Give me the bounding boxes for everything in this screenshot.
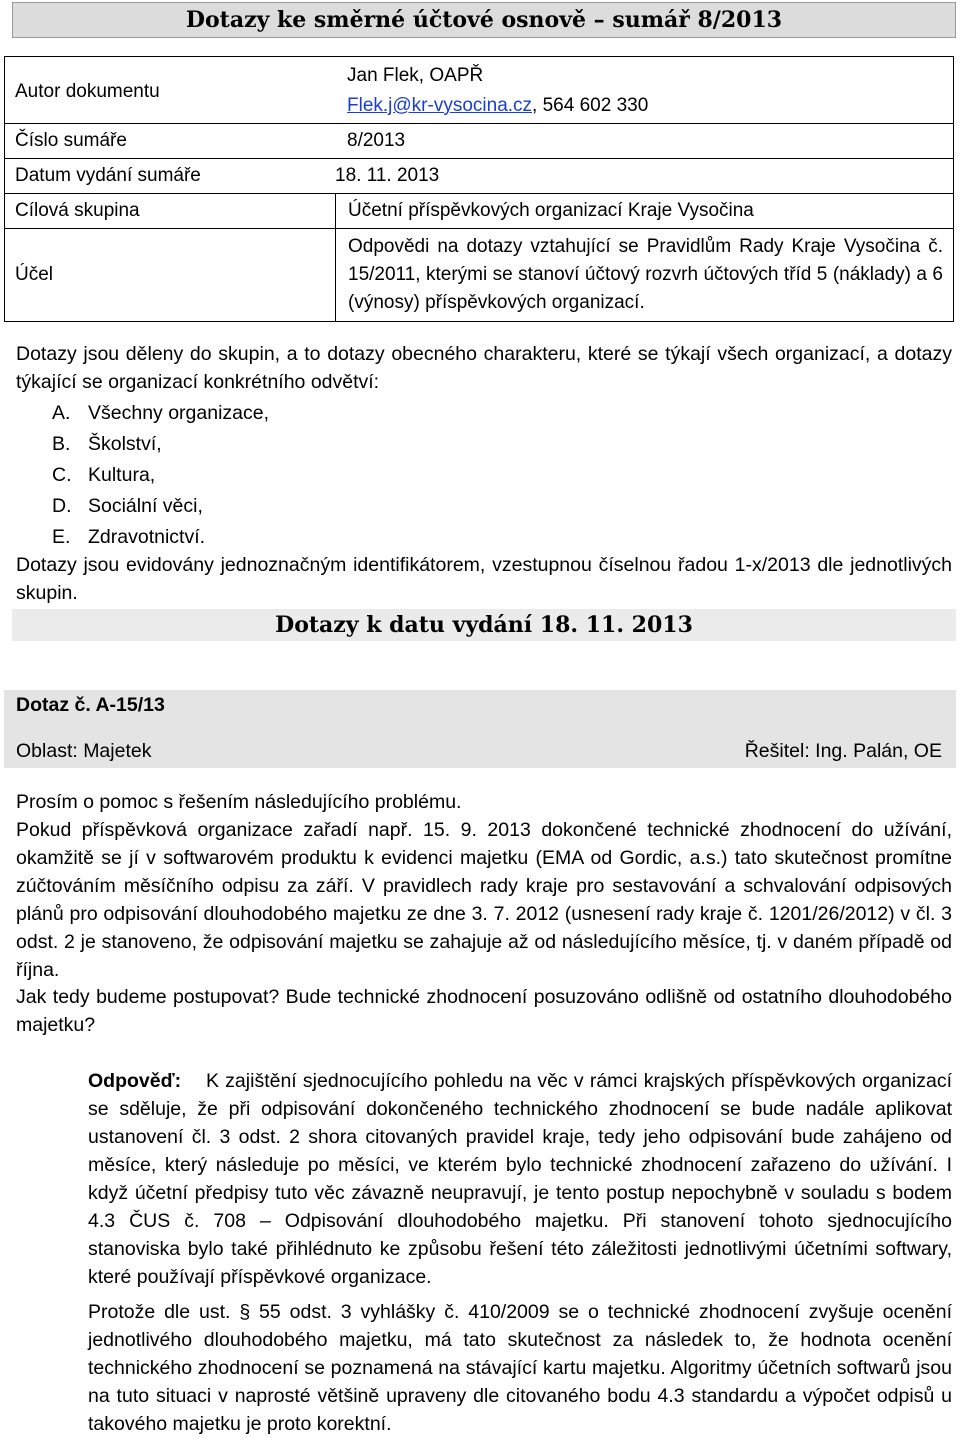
- group-item: [52, 522, 269, 553]
- query-header: [4, 690, 956, 768]
- group-letter: D.: [52, 495, 72, 517]
- group-label: Školství,: [88, 433, 162, 455]
- group-letter: A.: [52, 402, 71, 424]
- group-item: [52, 491, 269, 522]
- numbering-note: Dotazy jsou evidovány jednoznačným identifikátorem, vzestupnou číselnou řadou 1-x/2013 dle jednotlivých skupin.: [16, 554, 952, 604]
- group-letter: B.: [52, 433, 71, 455]
- query-solver: Řešitel: Ing. Palán, OE: [744, 740, 942, 762]
- number-row: [5, 124, 954, 159]
- date-value: 18. 11. 2013: [335, 165, 440, 186]
- answer-label: Odpověď:: [88, 1070, 182, 1092]
- group-list: [52, 398, 269, 553]
- group-item: [52, 460, 269, 491]
- query-paragraph-1: Prosím o pomoc s řešením následujícího problému.: [16, 791, 462, 813]
- number-cell: [5, 124, 954, 159]
- group-letter: E.: [52, 526, 71, 548]
- group-label: Kultura,: [88, 464, 156, 486]
- answer-paragraph-1: [88, 1067, 952, 1291]
- date-label: Datum vydání sumáře: [15, 165, 201, 186]
- group-item: [52, 429, 269, 460]
- author-phone: , 564 602 330: [532, 95, 649, 116]
- metadata-table: [4, 56, 954, 322]
- author-label: Autor dokumentu: [15, 81, 160, 102]
- query-title: Dotaz č. A-15/13: [16, 694, 165, 716]
- target-label: Cílová skupina: [5, 194, 336, 229]
- query-paragraph-2: Pokud příspěvková organizace zařadí např. 15. 9. 2013 dokončené technické zhodnocení do užívání, okamžitě se jí v softwarovém produktu k evidenci majetku (EMA od Gordic, a.s.) tato skutečnost promítne zúčtováním měsíčního odpisu za září. V pravidlech rady kraje pro sestavování a schvalování odpisových plánů pro odpisování dlouhodobého majetku ze dne 3. 7. 2012 (usnesení rady kraje č. 1201/26/2012) v čl. 3 odst. 2 je stanoveno, že odpisování majetku se zahajuje až od následujícího měsíce, tj. v daném případě od října.: [16, 819, 952, 981]
- group-item: [52, 398, 269, 429]
- date-cell: [5, 159, 954, 194]
- group-label: Všechny organizace,: [88, 402, 270, 424]
- document-title: Dotazy ke směrné účtové osnově – sumář 8/2013: [12, 2, 956, 38]
- number-value: 8/2013: [347, 130, 406, 151]
- section-subheading: Dotazy k datu vydání 18. 11. 2013: [12, 609, 956, 641]
- purpose-label: Účel: [5, 229, 336, 322]
- date-row: [5, 159, 954, 194]
- author-cell: [5, 57, 954, 124]
- author-email-link[interactable]: Flek.j@kr-vysocina.cz: [347, 95, 533, 116]
- group-label: Zdravotnictví.: [88, 526, 206, 548]
- intro-paragraph: Dotazy jsou děleny do skupin, a to dotazy obecného charakteru, které se týkají všech organizací, a dotazy týkající se organizací konkrétního odvětví:: [16, 343, 952, 393]
- target-row: [5, 194, 954, 229]
- author-name: Jan Flek, OAPŘ: [347, 65, 484, 86]
- group-letter: C.: [52, 464, 72, 486]
- author-row: [5, 57, 954, 124]
- purpose-value: Odpovědi na dotazy vztahující se Pravidlům Rady Kraje Vysočina č. 15/2011, kterými se stanoví účtový rozvrh účtových tříd 5 (náklady) a 6 (výnosy) příspěvkových organizací.: [336, 229, 954, 322]
- answer-paragraph-2: Protože dle ust. § 55 odst. 3 vyhlášky č. 410/2009 se o technické zhodnocení zvyšuje ocenění jednotlivého dlouhodobého majetku, má tato skutečnost za následek to, že hodnota ocenění technického zhodnocení se poznamená na stávající kartu majetku. Algoritmy účetních softwarů jsou na tuto situaci v naprosté většině upraveny dle citovaného bodu 4.3 standardu a výpočet odpisů u takového majetku je proto korektní.: [88, 1301, 952, 1435]
- number-label: Číslo sumáře: [15, 130, 127, 151]
- answer-text-1: K zajištění sjednocujícího pohledu na věc v rámci krajských příspěvkových organizací se sděluje, že při odpisování dokončeného technického zhodnocení se bude nadále aplikovat ustanovení čl. 3 odst. 2 shora citovaných pravidel kraje, tedy jeho odpisování bude zahájeno od měsíce, který následuje po měsíci, ve kterém bylo technické zhodnocení zařazeno do užívání. I když účetní předpisy tuto věc závazně neupravují, je tento postup nepochybně v souladu s bodem 4.3 ČUS č. 708 – Odpisování dlouhodobého majetku. Při stanovení tohoto sjednocujícího stanoviska bylo také přihlédnuto ke způsobu řešení této záležitosti jednotlivými účetními softwary, které používají příspěvkové organizace.: [88, 1070, 953, 1288]
- purpose-row: [5, 229, 954, 322]
- query-area: Oblast: Majetek: [16, 740, 152, 762]
- group-label: Sociální věci,: [88, 495, 203, 517]
- target-value: Účetní příspěvkových organizací Kraje Vysočina: [336, 194, 954, 229]
- query-paragraph-3: Jak tedy budeme postupovat? Bude technické zhodnocení posuzováno odlišně od ostatního dlouhodobého majetku?: [16, 986, 952, 1036]
